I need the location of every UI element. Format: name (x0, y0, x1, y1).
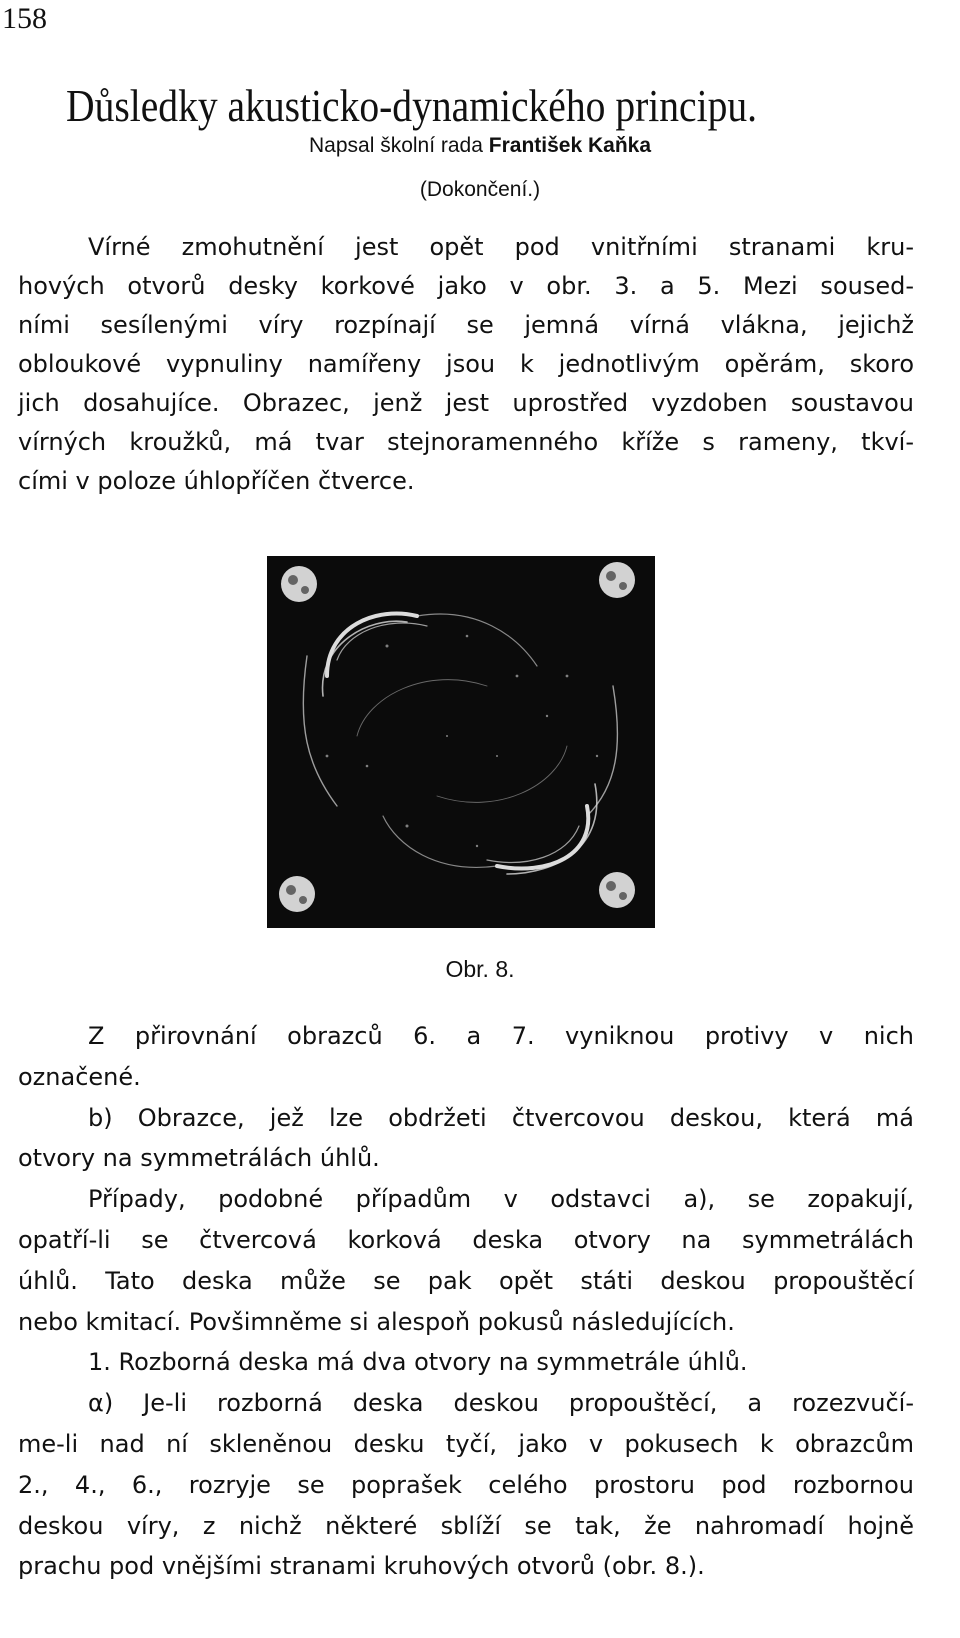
text-line: opatří-li se čtvercová korková deska otvory na symmetrálách (18, 1225, 914, 1254)
text-line: označené. (18, 1062, 141, 1091)
text-line: prachu pod vnějšími stranami kruhových otvorů (obr. 8.). (18, 1552, 705, 1581)
byline-prefix: Napsal školní rada (308, 134, 483, 157)
figure-caption: Obr. 8. (445, 956, 515, 982)
continued-note: (Dokončení.) (419, 178, 541, 201)
intro-paragraph (18, 228, 914, 501)
body-paragraphs (18, 1016, 914, 1587)
text-line: 2., 4., 6., rozryje se poprašek celého prostoru pod rozbornou (18, 1470, 914, 1499)
text-line: α) Je-li rozborná deska deskou propouštěcí, a rozezvučí- (88, 1389, 914, 1418)
text-line: úhlů. Tato deska může se pak opět státi deskou propouštěcí (18, 1266, 914, 1295)
text-line: me-li nad ní skleněnou desku tyčí, jako v pokusech k obrazcům (18, 1429, 914, 1458)
text-line: Vírné zmohutnění jest opět pod vnitřními stranami kru- (88, 233, 914, 261)
figure-8-image (267, 556, 655, 928)
text-line: hových otvorů desky korkové jako v obr. 3. a 5. Mezi soused- (18, 272, 914, 300)
text-line: jich dosahujíce. Obrazec, jenž jest uprostřed vyzdoben soustavou (18, 389, 914, 417)
text-line: nebo kmitací. Povšimněme si alespoň pokusů následujících. (18, 1307, 735, 1336)
text-line: Z přirovnání obrazců 6. a 7. vyniknou protivy v nich (88, 1022, 914, 1050)
text-line: ními sesílenými víry rozpínají se jemná vírná vlákna, jejichž (18, 311, 914, 339)
text-line: vírných kroužků, má tvar stejnoramenného kříže s rameny, tkví- (18, 428, 914, 456)
text-line: obloukové vypnuliny namířeny jsou k jednotlivým opěrám, skoro (18, 350, 914, 378)
text-line: Případy, podobné případům v odstavci a), se zopakují, (88, 1185, 914, 1214)
text-line: deskou víry, z nichž některé sblíží se tak, že nahromadí hojně (18, 1511, 914, 1540)
text-line: otvory na symmetrálách úhlů. (18, 1144, 380, 1173)
text-line: b) Obrazce, jež lze obdržeti čtvercovou deskou, která má (88, 1103, 914, 1132)
text-line: cími v poloze úhlopříčen čtverce. (18, 467, 415, 495)
byline (0, 134, 960, 158)
text-line: 1. Rozborná deska má dva otvory na symmetrále úhlů. (88, 1348, 748, 1377)
author-name: František Kaňka (488, 134, 652, 157)
article-title: Důsledky akusticko-dynamického principu. (66, 80, 758, 131)
page-number: 158 (2, 2, 47, 35)
vortex-pattern-illustration (267, 556, 655, 928)
